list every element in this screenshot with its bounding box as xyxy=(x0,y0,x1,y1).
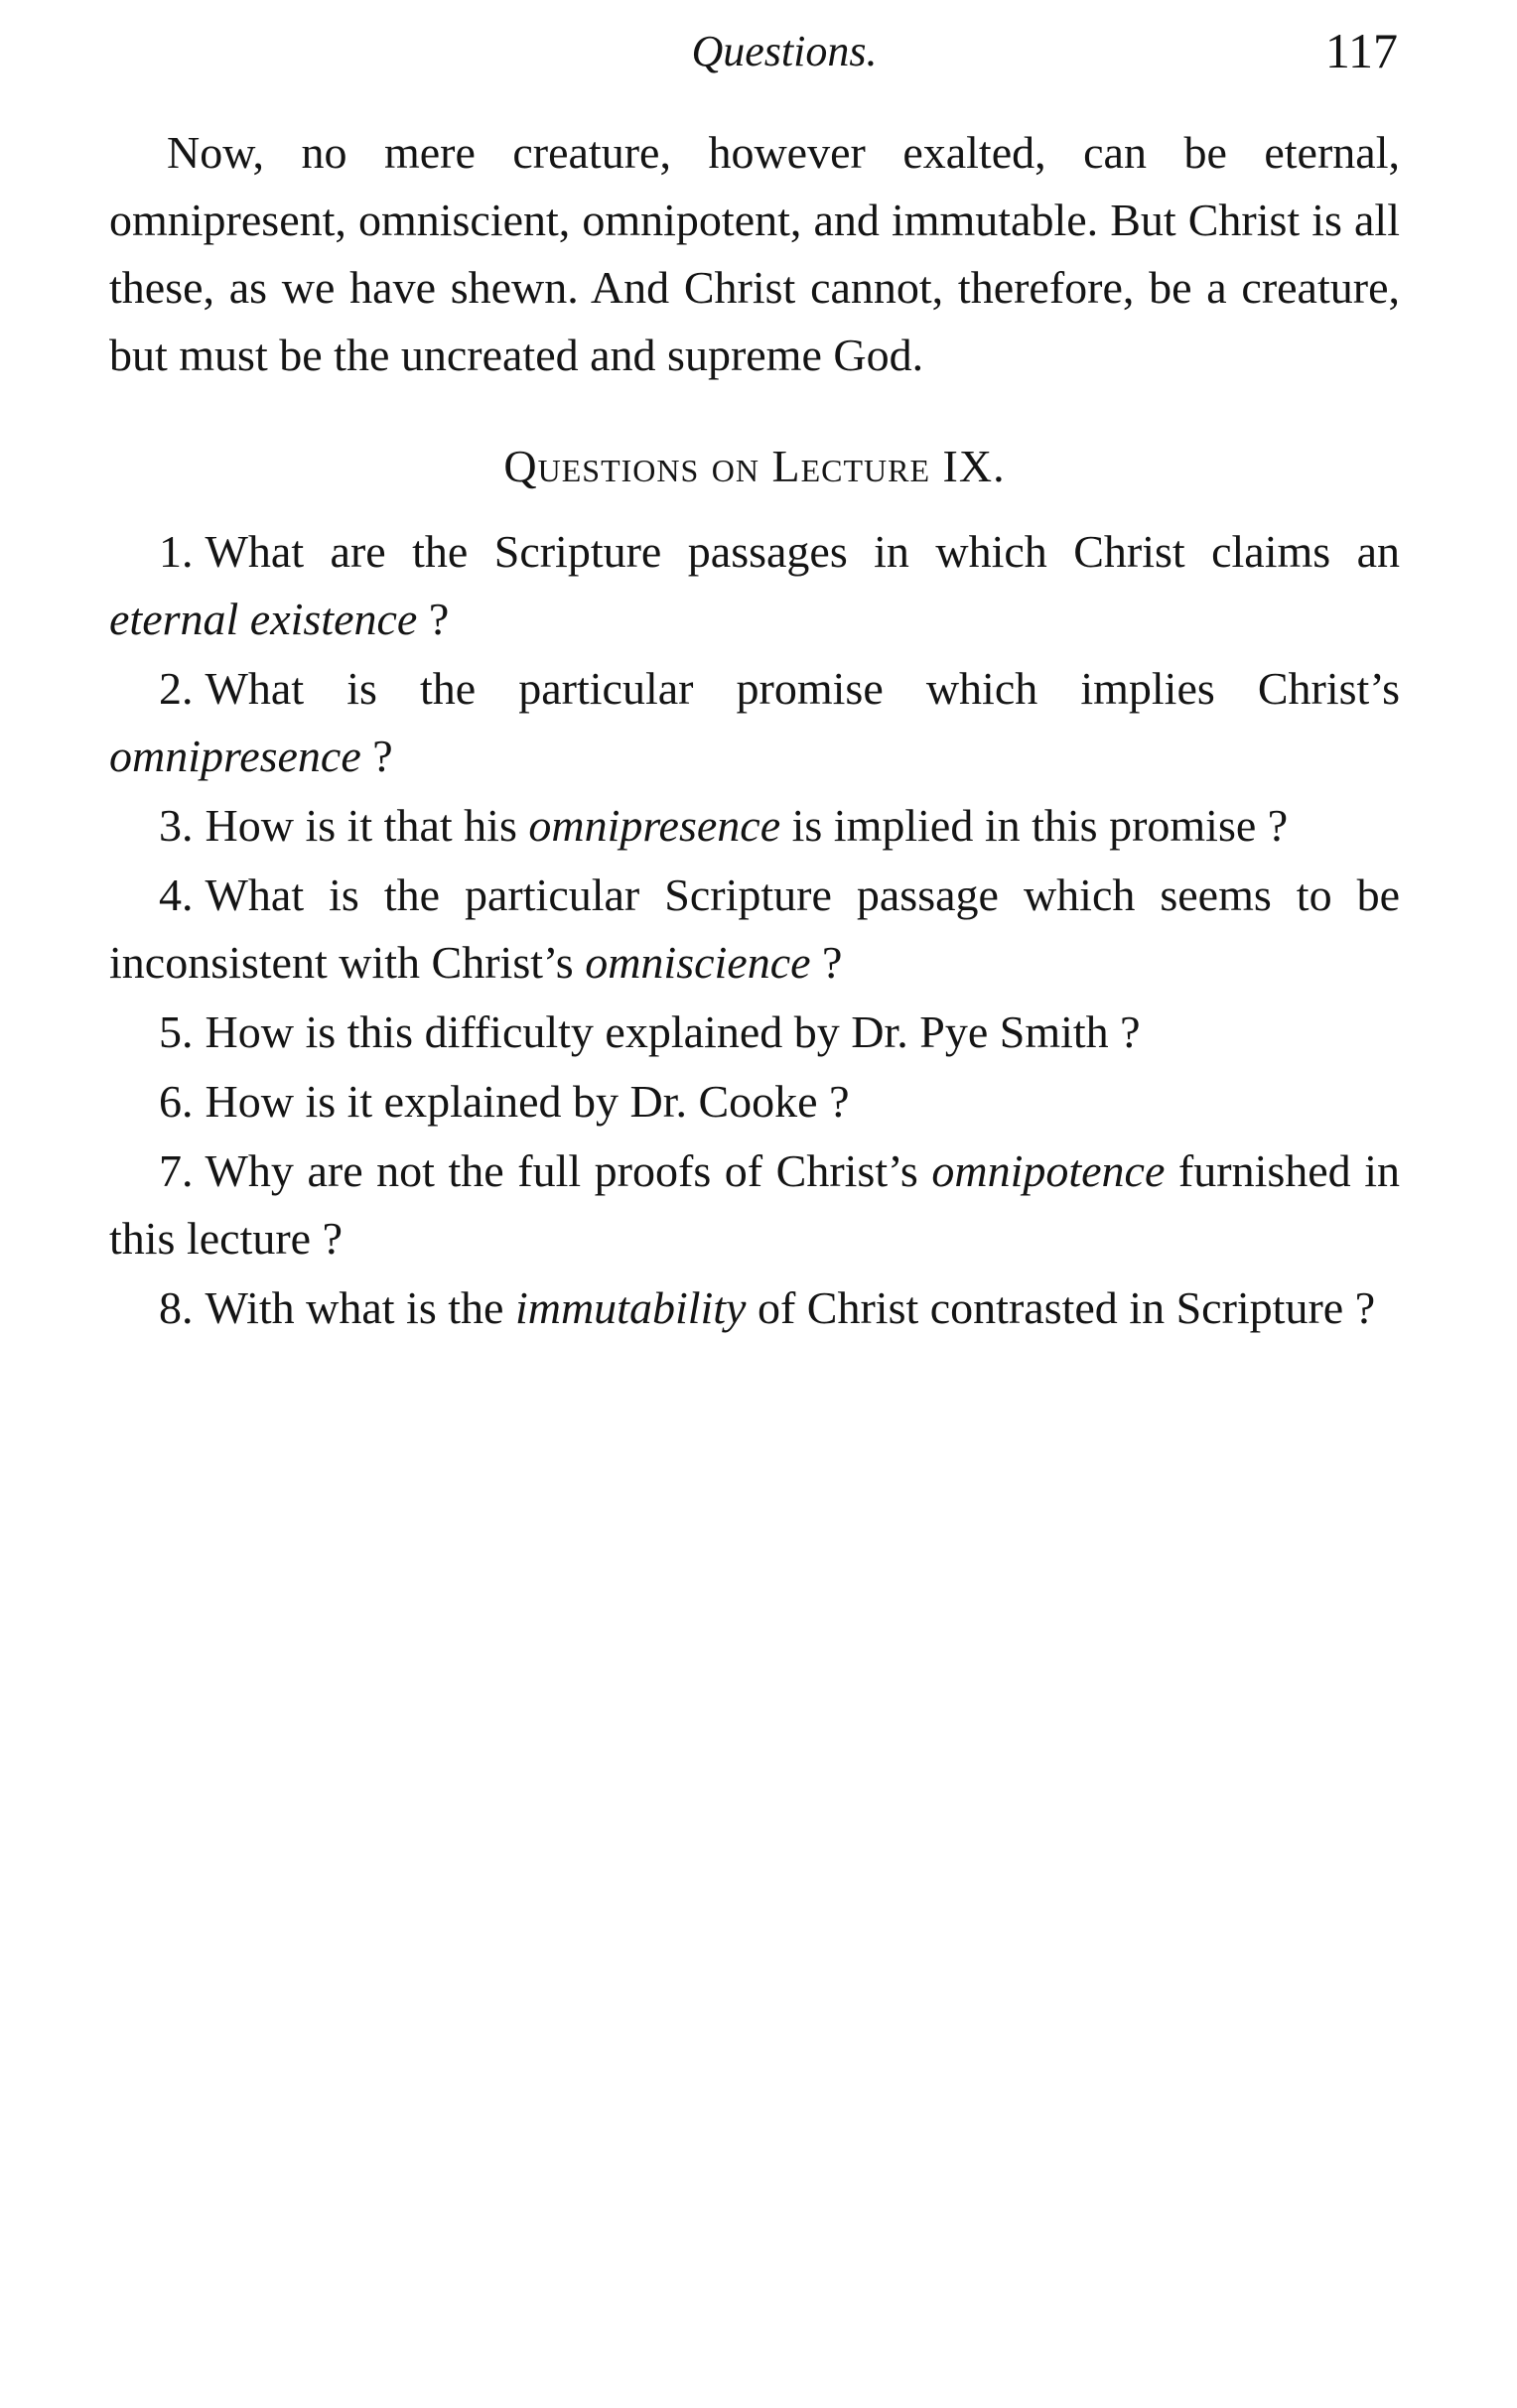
question-text-tail: of Christ contrasted in Scripture ? xyxy=(746,1282,1376,1333)
question-text-tail: ? xyxy=(417,594,450,644)
question-emphasis: eternal existence xyxy=(109,594,418,644)
question-text-tail: ? xyxy=(810,937,843,988)
question-item xyxy=(109,792,1400,860)
question-text-tail: is implied in this promise ? xyxy=(780,800,1289,851)
running-title: Questions. xyxy=(691,27,878,75)
question-number: 6. xyxy=(159,1076,194,1127)
question-number: 5. xyxy=(159,1006,194,1057)
page-number: 117 xyxy=(1324,23,1398,78)
question-text: What is the particular promise which implies Christ’s xyxy=(205,663,1400,714)
question-item xyxy=(109,1274,1400,1342)
question-emphasis: omniscience xyxy=(585,937,811,988)
question-emphasis: immutability xyxy=(514,1282,747,1333)
question-number: 7. xyxy=(159,1145,194,1196)
question-number: 2. xyxy=(159,663,194,714)
question-emphasis: omnipresence xyxy=(109,731,361,781)
question-text: With what is the xyxy=(205,1282,515,1333)
question-text: How is this difficulty explained by Dr. Pye Smith ? xyxy=(205,1006,1141,1057)
question-item xyxy=(109,1137,1400,1272)
section-heading: Questions on Lecture IX. xyxy=(503,441,1006,491)
question-item xyxy=(109,518,1400,653)
question-item xyxy=(109,1068,1400,1136)
question-list xyxy=(109,518,1400,1342)
question-item xyxy=(109,862,1400,997)
question-number: 3. xyxy=(159,800,194,851)
question-text: How is it explained by Dr. Cooke ? xyxy=(205,1076,850,1127)
question-emphasis: omnipotence xyxy=(931,1145,1166,1196)
question-number: 1. xyxy=(159,526,194,577)
question-item xyxy=(109,999,1400,1066)
question-text: What are the Scripture passages in which Christ claims an xyxy=(205,526,1400,577)
intro-paragraph: Now, no mere creature, however exalted, can be eternal, omnipresent, omniscient, omnipotent, and immutable. But Christ is all these, as we have shewn. And Christ cannot, therefore, be a creature, but must be the uncreated and supreme God. xyxy=(109,127,1400,380)
question-text-tail: furnished in this lecture ? xyxy=(109,1145,1400,1264)
question-text-tail: ? xyxy=(360,731,393,781)
question-text: What is the particular Scripture passage which seems to be inconsistent with Christ’s xyxy=(109,870,1400,988)
question-number: 8. xyxy=(159,1282,194,1333)
body-text xyxy=(109,119,1400,1344)
question-text: Why are not the full proofs of Christ’s xyxy=(205,1145,932,1196)
page-header xyxy=(107,22,1398,91)
question-text: How is it that his xyxy=(205,800,529,851)
question-emphasis: omnipresence xyxy=(528,800,781,851)
question-item xyxy=(109,655,1400,790)
question-number: 4. xyxy=(159,870,194,920)
